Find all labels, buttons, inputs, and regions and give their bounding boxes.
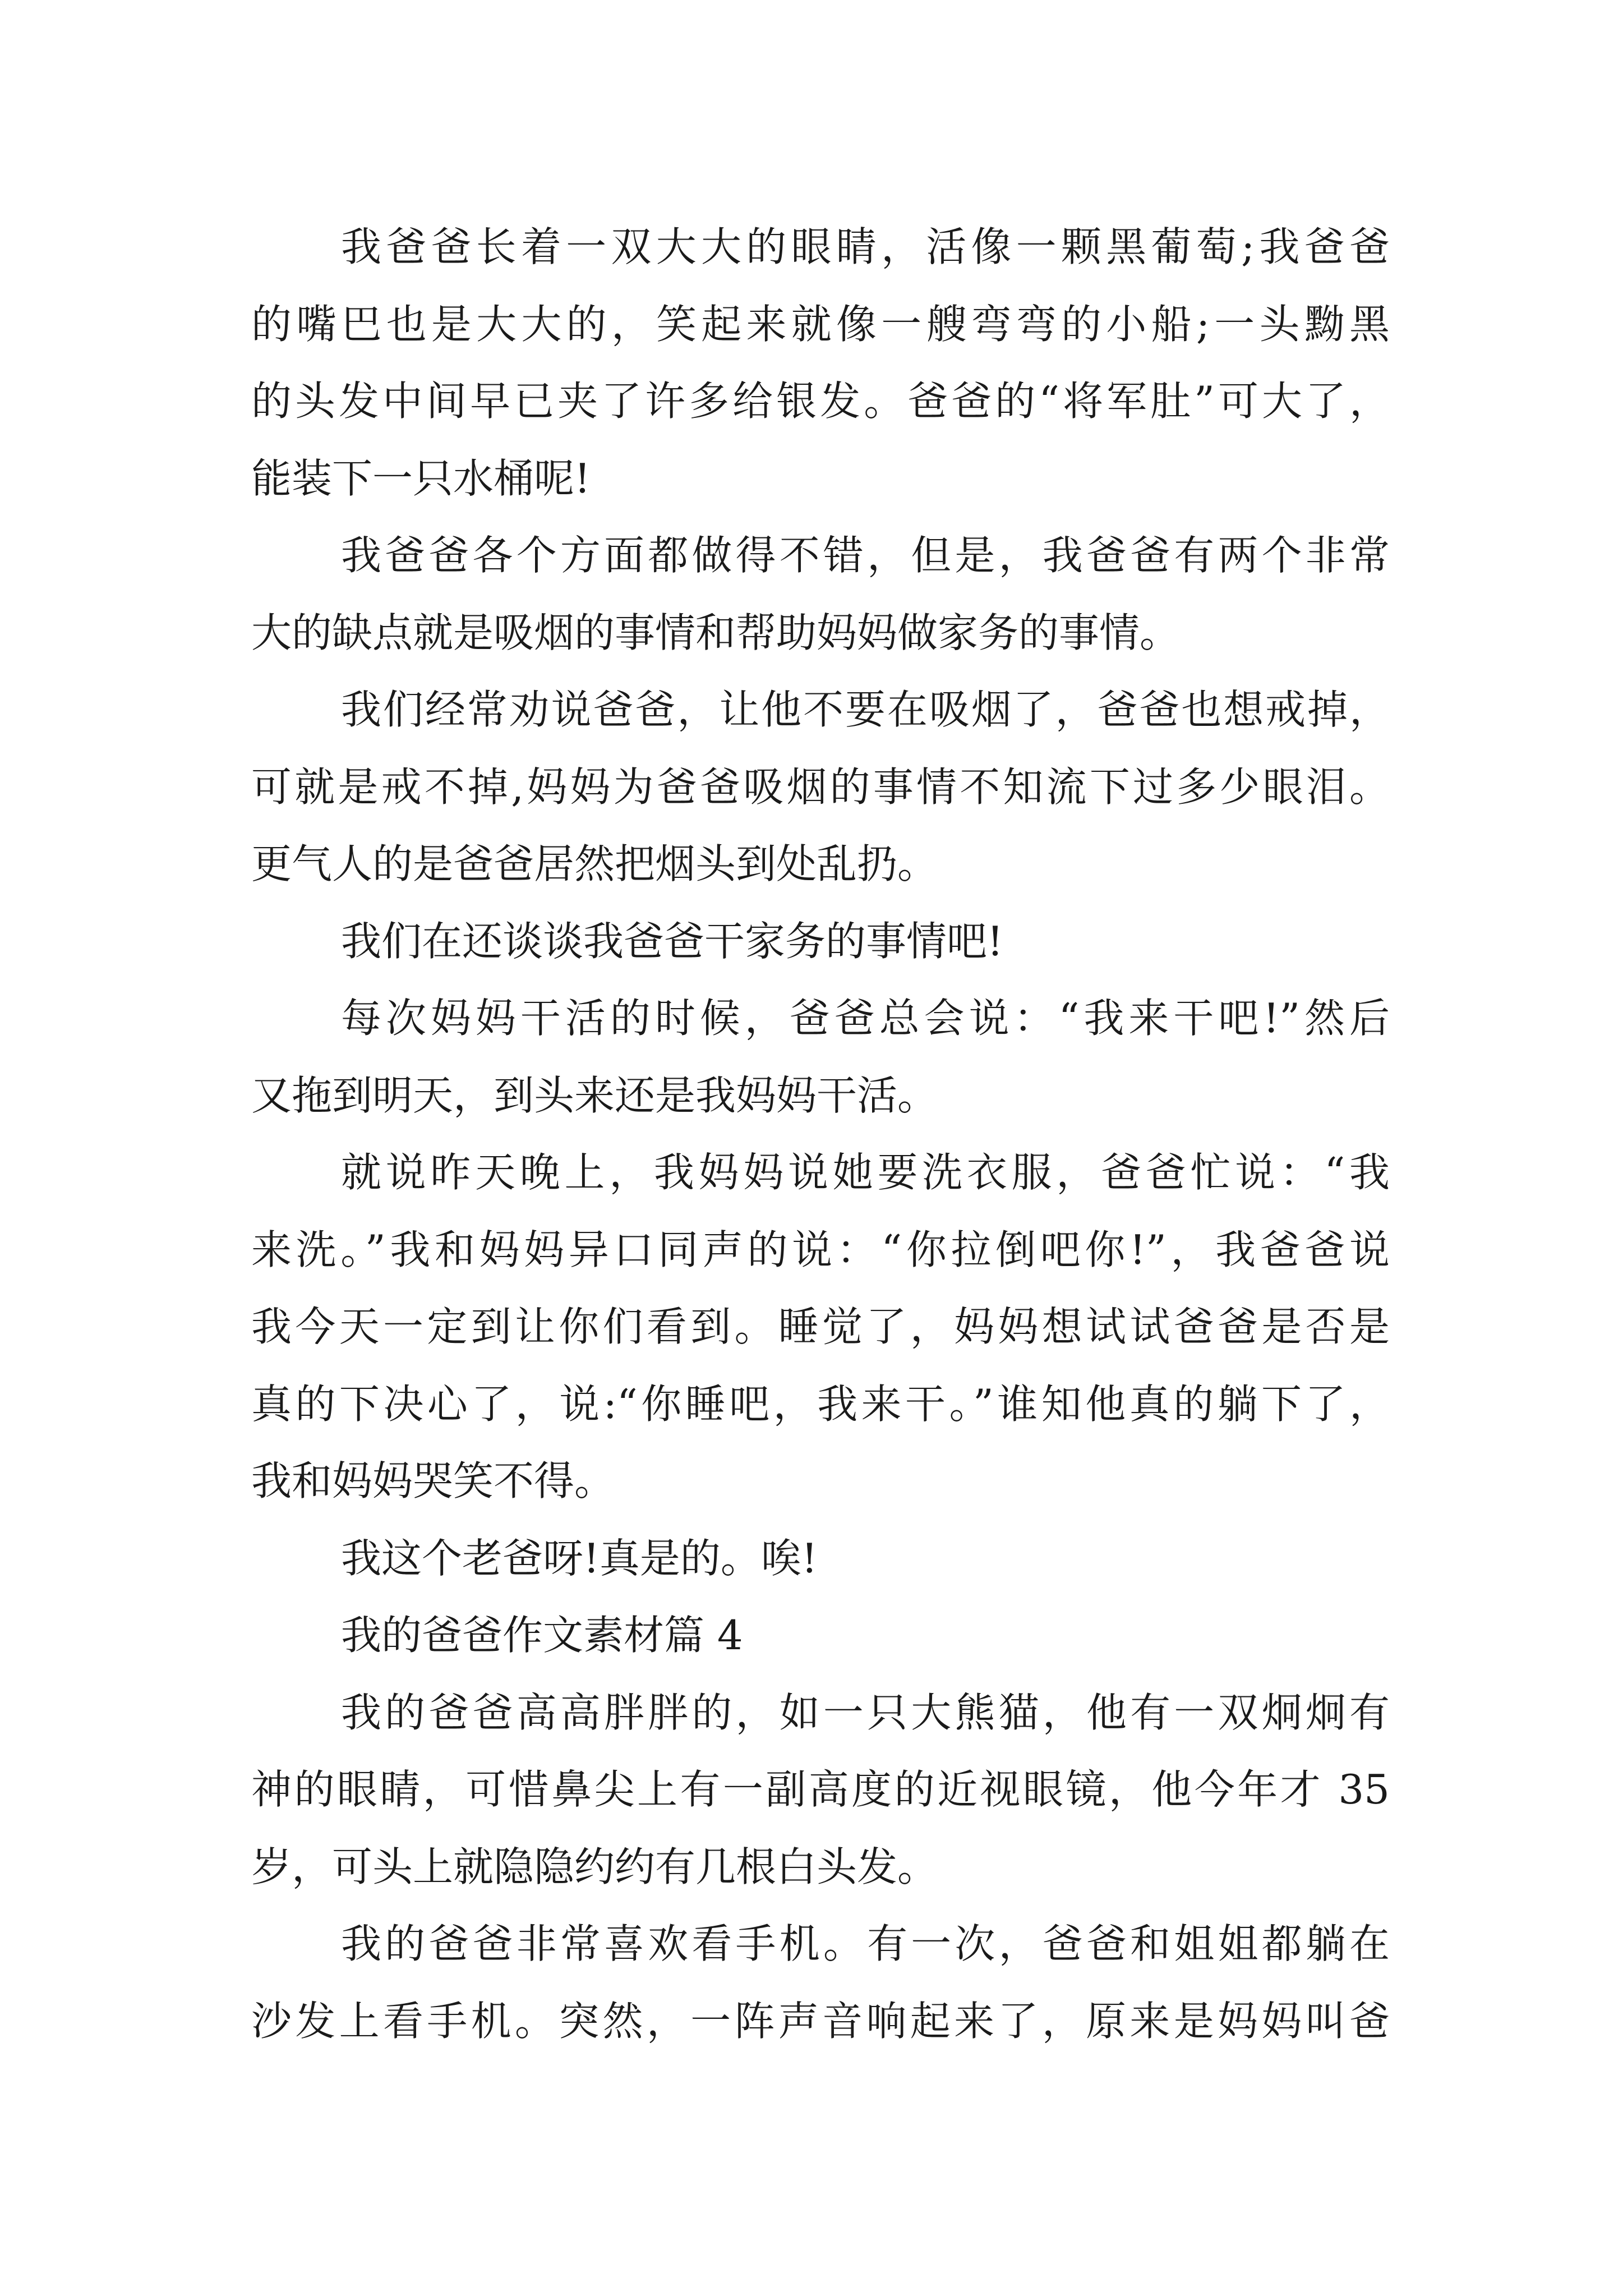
text-line: 能装下一只水桶呢! (251, 454, 591, 502)
text-line: 大的缺点就是吸烟的事情和帮助妈妈做家务的事情。 (251, 609, 1181, 656)
text-line: 我们经常劝说爸爸，让他不要在吸烟了，爸爸也想戒掉， (341, 686, 1390, 733)
text-line: 我的爸爸高高胖胖的，如一只大熊猫，他有一双炯炯有 (341, 1688, 1390, 1736)
text-line: 真的下决心了，说:“你睡吧，我来干。”谁知他真的躺下了， (251, 1380, 1390, 1428)
document-body (251, 209, 1390, 2060)
section-heading: 我的爸爸作文素材篇 4 (341, 1612, 743, 1659)
text-line: 我今天一定到让你们看到。睡觉了，妈妈想试试爸爸是否是 (251, 1303, 1390, 1350)
text-line: 就说昨天晚上，我妈妈说她要洗衣服，爸爸忙说：“我 (341, 1149, 1390, 1196)
text-line: 每次妈妈干活的时候，爸爸总会说：“我来干吧!”然后 (341, 995, 1390, 1042)
text-line: 我的爸爸非常喜欢看手机。有一次，爸爸和姐姐都躺在 (341, 1920, 1390, 1967)
text-line: 的嘴巴也是大大的，笑起来就像一艘弯弯的小船;一头黝黑 (251, 300, 1390, 348)
text-line: 我爸爸各个方面都做得不错，但是，我爸爸有两个非常 (341, 532, 1390, 579)
text-line: 我们在还谈谈我爸爸干家务的事情吧! (341, 917, 1003, 965)
text-line: 的头发中间早已夹了许多给银发。爸爸的“将军肚”可大了， (251, 378, 1390, 425)
text-line: 又拖到明天，到头来还是我妈妈干活。 (251, 1071, 938, 1119)
text-line: 来洗。”我和妈妈异口同声的说：“你拉倒吧你!”，我爸爸说 (251, 1226, 1390, 1273)
text-line: 更气人的是爸爸居然把烟头到处乱扔。 (251, 840, 938, 887)
text-line: 岁，可头上就隐隐约约有几根白头发。 (251, 1843, 938, 1890)
text-line: 可就是戒不掉,妈妈为爸爸吸烟的事情不知流下过多少眼泪。 (251, 763, 1390, 811)
text-line: 我爸爸长着一双大大的眼睛，活像一颗黑葡萄;我爸爸 (341, 223, 1390, 270)
text-line: 神的眼睛，可惜鼻尖上有一副高度的近视眼镜，他今年才 35 (251, 1766, 1390, 1813)
text-line: 我和妈妈哭笑不得。 (251, 1457, 615, 1504)
text-line: 沙发上看手机。突然，一阵声音响起来了，原来是妈妈叫爸 (251, 1997, 1390, 2045)
text-line: 我这个老爸呀!真是的。唉! (341, 1534, 818, 1582)
